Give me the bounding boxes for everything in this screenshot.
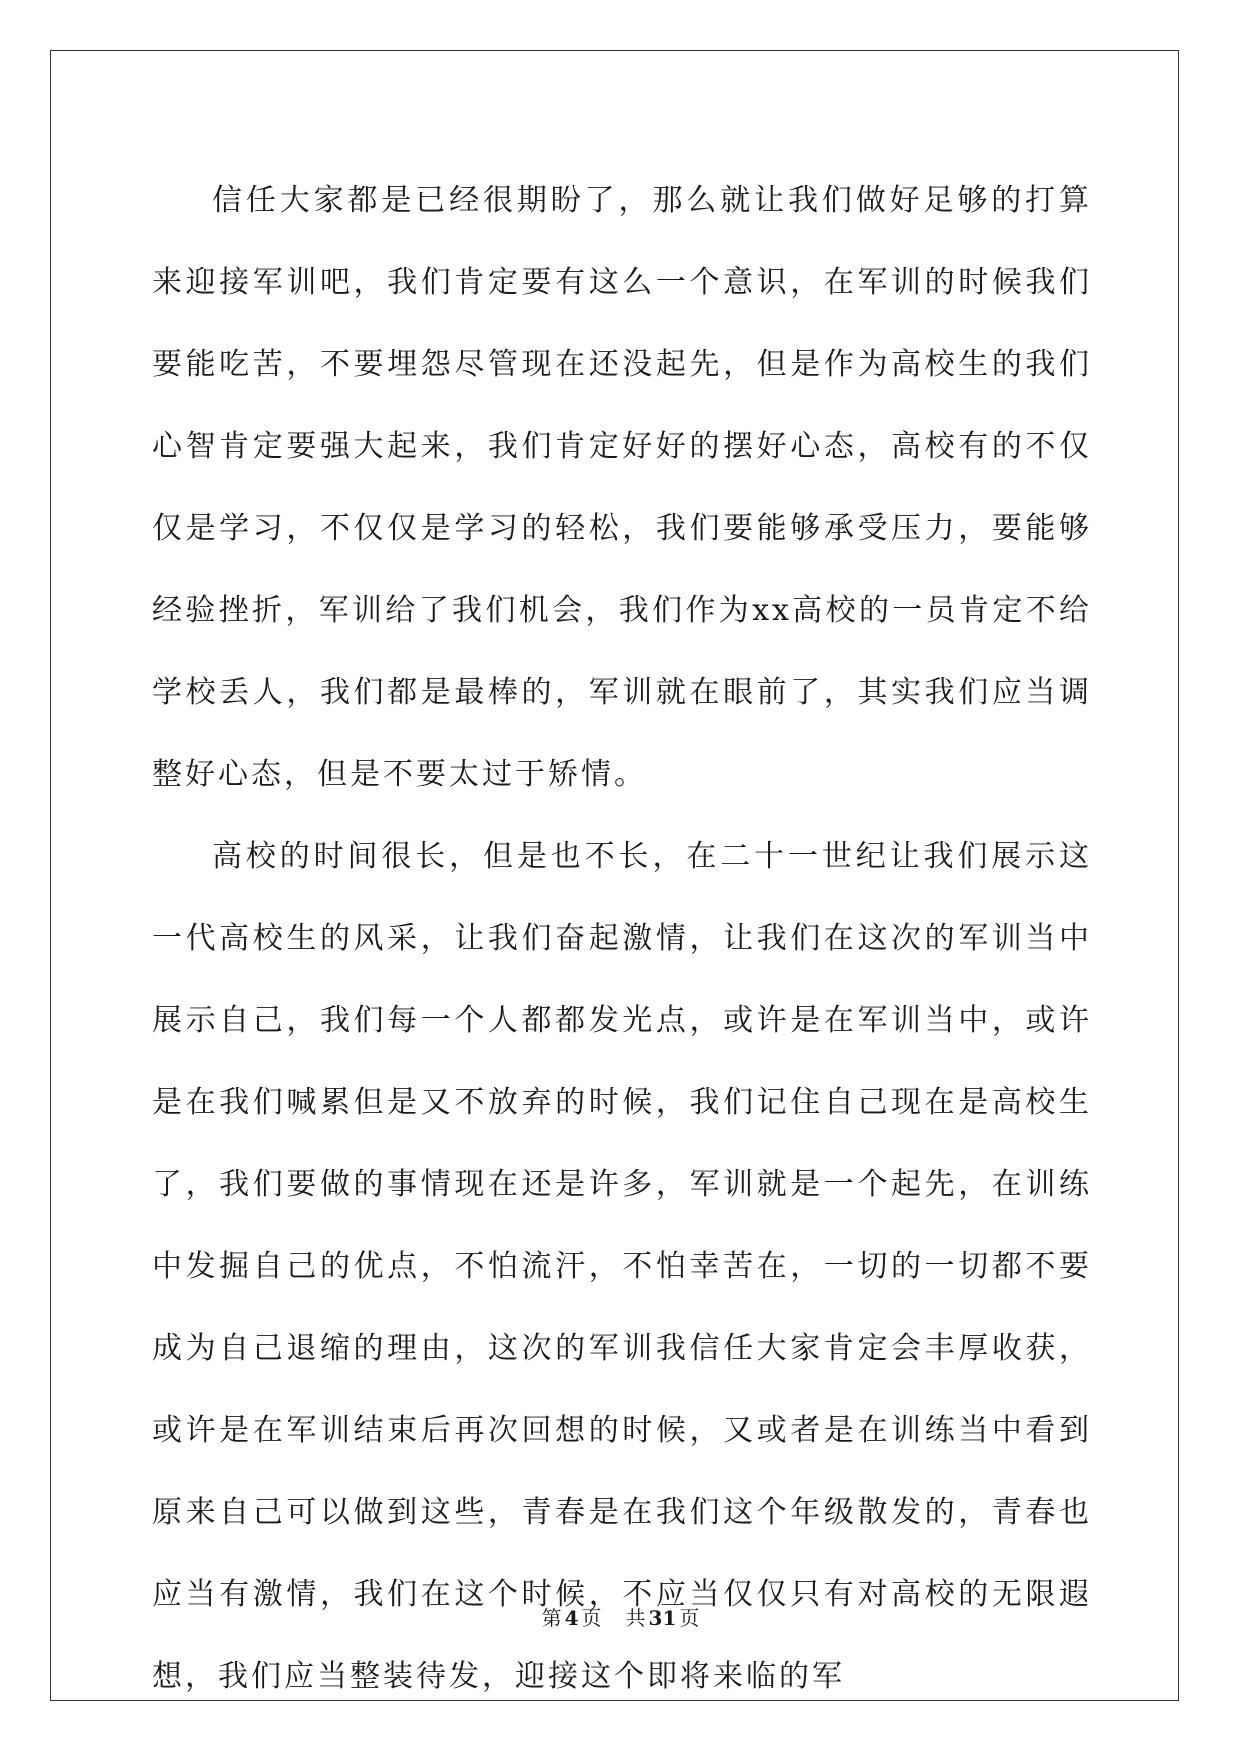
page-suffix: 页: [581, 1606, 602, 1630]
page-prefix: 第: [541, 1606, 562, 1630]
page-footer: [0, 1606, 1241, 1630]
total-suffix: 页: [679, 1606, 700, 1630]
paragraph-2: 高校的时间很长，但是也不长，在二十一世纪让我们展示这一代高校生的风采，让我们奋起激情，让我们在这次的军训当中展示自己，我们每一个人都都发光点，或许是在军训当中，或许是在我们喊累但是又不放弃的时候，我们记住自己现在是高校生了，我们要做的事情现在还是许多，军训就是一个起先，在训练中发掘自己的优点，不怕流汗，不怕幸苦在，一切的一切都不要成为自己退缩的理由，这次的军训我信任大家肯定会丰厚收获，或许是在军训结束后再次回想的时候，又或者是在训练当中看到原来自己可以做到这些，青春是在我们这个年级散发的，青春也应当有激情，我们在这个时候，不应当仅仅只有对高校的无限遐想，我们应当整装待发，迎接这个即将来临的军: [152, 839, 1092, 1694]
page-number: 4: [564, 1606, 579, 1630]
document-body: [152, 160, 1092, 1718]
total-pages: 31: [648, 1606, 677, 1630]
total-prefix: 共: [625, 1606, 646, 1630]
paragraph-1: 信任大家都是已经很期盼了，那么就让我们做好足够的打算来迎接军训吧，我们肯定要有这么一个意识，在军训的时候我们要能吃苦，不要埋怨尽管现在还没起先，但是作为高校生的我们心智肯定要强大起来，我们肯定好好的摆好心态，高校有的不仅仅是学习，不仅仅是学习的轻松，我们要能够承受压力，要能够经验挫折，军训给了我们机会，我们作为xx高校的一员肯定不给学校丢人，我们都是最棒的，军训就在眼前了，其实我们应当调整好心态，但是不要太过于矫情。: [152, 183, 1092, 792]
